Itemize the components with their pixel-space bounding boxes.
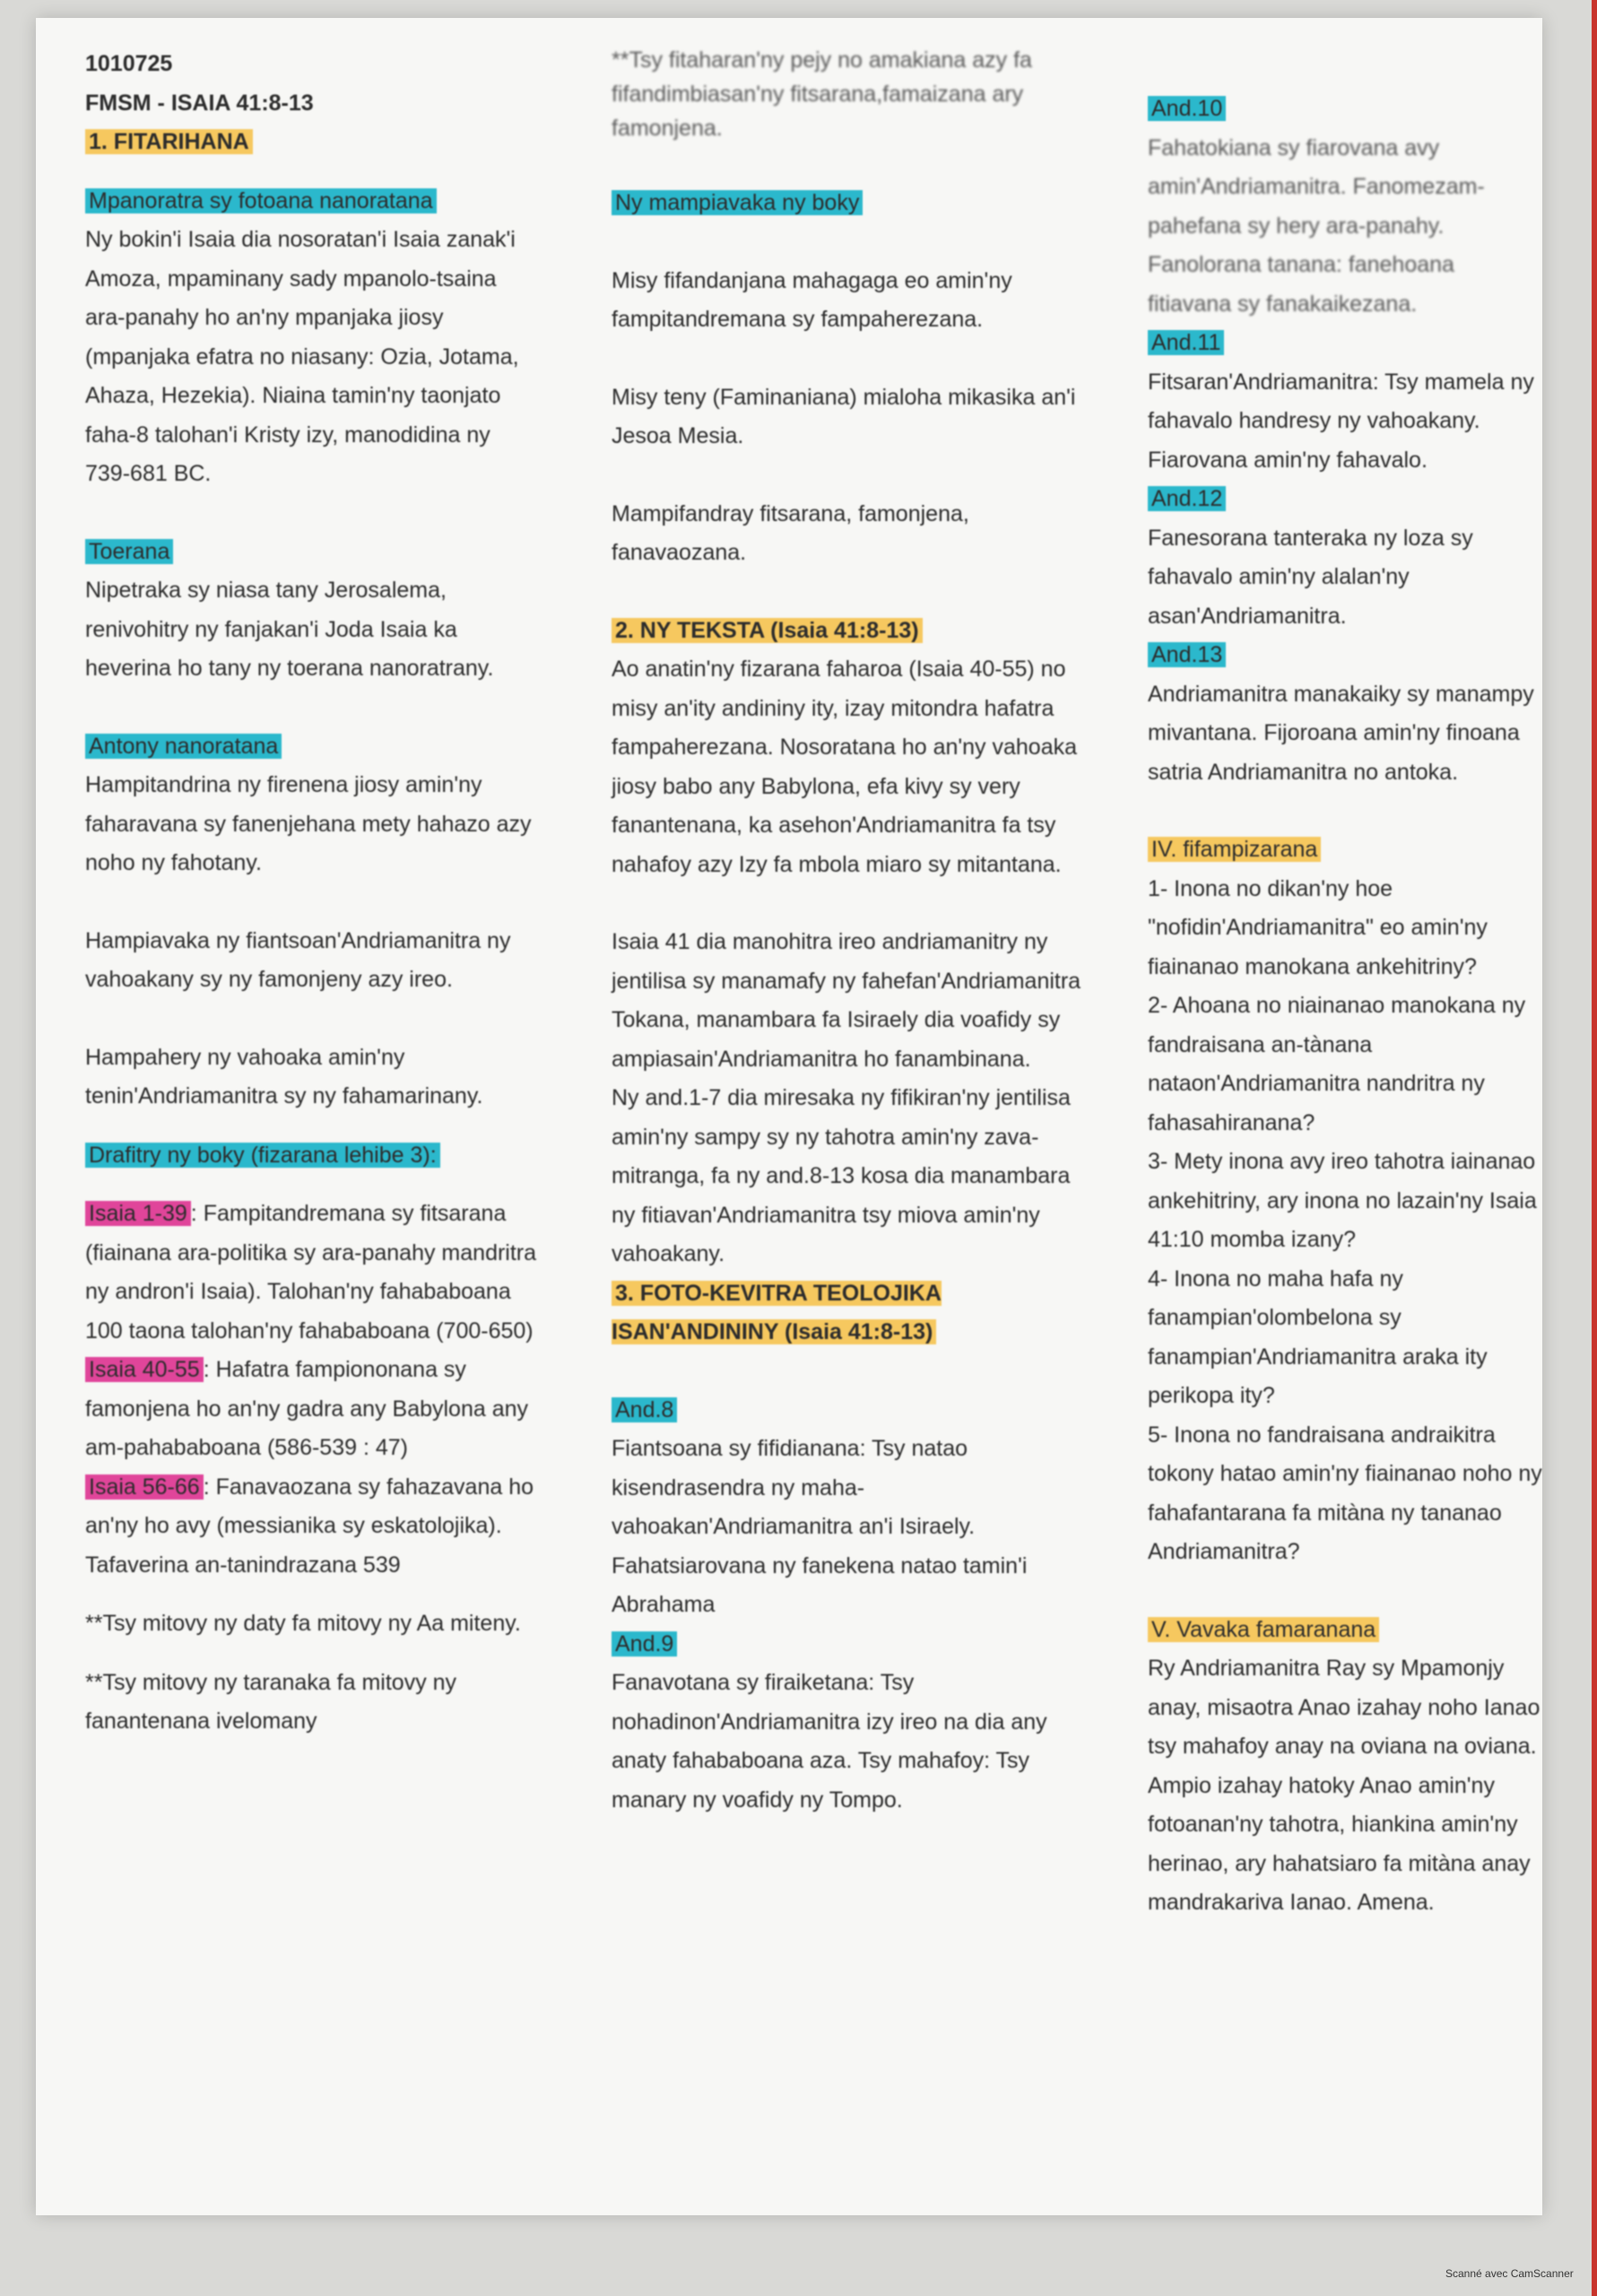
verse-8-text: Fiantsoana sy fifidianana: Tsy natao kisendrasendra ny maha-vahoakan'Andriamanitra an'i Isiraely. Fahatsiarovana ny fanekena natao tamin'i Abrahama [612, 1436, 1028, 1617]
scanner-watermark: Scanné avec CamScanner [1445, 2267, 1574, 2280]
purpose-paragraph-3: Hampahery ny vahoaka amin'ny tenin'Andriamanitra sy ny fahamarinany. [85, 1044, 483, 1109]
doc-reference: FMSM - ISAIA 41:8-13 [85, 90, 314, 116]
section-features-title: Ny mampiavaka ny boky [612, 184, 1082, 223]
verse-9-text: Fanavotana sy firaiketana: Tsy nohadinon'Andriamanitra izy ireo na dia any anaty fahababoana aza. Tsy mahafoy: Tsy manary ny voafidy ny Tompo. [612, 1670, 1047, 1813]
verse-13-tag: And.13 [1148, 636, 1542, 675]
outline-tag-1: Isaia 1-39 [85, 1201, 191, 1226]
column-3 [1148, 90, 1542, 1923]
outline-tag-2: Isaia 40-55 [85, 1357, 204, 1382]
outline-part-3: Isaia 56-66 : Fanavaozana sy fahazavana ho an'ny ho avy (messianika sy eskatolojika). Tafaverina an-tanindrazana 539 [85, 1474, 534, 1578]
closing-prayer: Ry Andriamanitra Ray sy Mpamonjy anay, misaotra Anao izahay noho Ianao tsy mahafoy anay na oviana na oviana. Ampio izahay hatoky Anao amin'ny fotoanan'ny tahotra, hiankina amin'ny herinao, ary hahatsiaro fa mitàna anay mandrakariva Ianao. Amena. [1148, 1656, 1541, 1915]
verse-9-tag: And.9 [612, 1625, 1082, 1665]
verse-13-text: Andriamanitra manakaiky sy manampy mivantana. Fijoroana amin'ny finoana satria Andriamanitra no antoka. [1148, 681, 1534, 785]
note-2: **Tsy mitovy ny taranaka fa mitovy ny fanantenana ivelomany [85, 1669, 457, 1734]
verse-11-tag: And.11 [1148, 324, 1542, 363]
verse-10-text: Fahatokiana sy fiarovana avy amin'Andriamanitra. Fanomezam-pahefana sy hery ara-panahy. Fanolorana tanana: fanehoana fitiavana sy fanakaikezana. [1148, 135, 1485, 317]
heading-discussion: IV. fifampizarana [1148, 831, 1542, 870]
verse-12-tag: And.12 [1148, 480, 1542, 519]
verse-10-tag: And.10 [1148, 90, 1542, 129]
section-outline-title: Drafitry ny boky (fizarana lehibe 3): [85, 1136, 538, 1176]
section-author-body: Ny bokin'i Isaia dia nosoratan'i Isaia zanak'i Amoza, mpaminany sady mpanolo-tsaina ara-panahy ho an'ny mpanjaka jiosy (mpanjaka efatra no niasany: Ozia, Jotama, Ahaza, Hezekia). Niaina tamin'ny taonjato faha-8 talohan'i Kristy izy, manodidina ny 739-681 BC. [85, 227, 519, 486]
scanned-page [36, 18, 1542, 2215]
question-1: 1- Inona no dikan'ny hoe "nofidin'Andriamanitra" eo amin'ny fiainanao manokana ankehitriny? [1148, 875, 1488, 979]
text-paragraph-3: Ny and.1-7 dia miresaka ny fifikiran'ny jentilisa amin'ny sampy sy ny tahotra amin'ny zava-mitranga, fa ny and.8-13 kosa dia manambara ny fitiavan'Andriamanitra tsy miova amin'ny vahoakany. [612, 1085, 1071, 1266]
section-purpose-title: Antony nanoratana [85, 727, 538, 767]
section-author-title: Mpanoratra sy fotoana nanoratana [85, 182, 538, 222]
column-2 [612, 43, 1082, 1820]
note-1: **Tsy mitovy ny daty fa mitovy ny Aa miteny. [85, 1611, 521, 1636]
text-paragraph-1: Ao anatin'ny fizarana faharoa (Isaia 40-55) no misy an'ity andininy ity, izay mitondra hafatra fampaherezana. Nosoratana ho an'ny vahoaka jiosy babo any Babylona, efa kivy sy very fanantenana, ka asehon'Andriamanitra fa tsy nahafoy azy Izy fa mbola miaro sy mitantana. [612, 657, 1078, 877]
outline-part-2: Isaia 40-55 : Hafatra fampiononana sy famonjena ho an'ny gadra any Babylona any am-pahababoana (586-539 : 47) [85, 1357, 529, 1460]
column-1 [85, 45, 538, 1742]
section-place-title: Toerana [85, 533, 538, 572]
question-2: 2- Ahoana no niainanao manokana ny fandraisana an-tànana nataon'Andriamanitra nandritra ny fahasahiranana? [1148, 993, 1526, 1135]
purpose-paragraph-2: Hampiavaka ny fiantsoan'Andriamanitra ny vahoakany sy ny famonjeny azy ireo. [85, 927, 511, 992]
feature-paragraph-3: Mampifandray fitsarana, famonjena, fanavaozana. [612, 500, 969, 565]
scan-edge [1592, 0, 1597, 2296]
purpose-paragraph-1: Hampitandrina ny firenena jiosy amin'ny faharavana sy fanenjehana mety hahazo azy noho ny fahotany. [85, 772, 532, 875]
feature-paragraph-2: Misy teny (Faminaniana) mialoha mikasika an'i Jesoa Mesia. [612, 384, 1076, 448]
feature-paragraph-1: Misy fifandanjana mahagaga eo amin'ny fampitandremana sy fampaherezana. [612, 267, 1012, 332]
heading-theology: 3. FOTO-KEVITRA TEOLOJIKA ISAN'ANDININY (Isaia 41:8-13) [612, 1280, 942, 1344]
doc-code: 1010725 [85, 51, 173, 76]
verse-12-text: Fanesorana tanteraka ny loza sy fahavalo amin'ny alalan'ny asan'Andriamanitra. [1148, 525, 1473, 629]
question-5: 5- Inona no fandraisana andraikitra tokony hatao amin'ny fiainanao noho ny fahafantarana fa mitàna ny tananao Andriamanitra? [1148, 1422, 1542, 1564]
heading-closing-prayer: V. Vavaka famaranana [1148, 1611, 1542, 1650]
question-4: 4- Inona no maha hafa ny fanampian'olombelona sy fanampian'Andriamanitra araka ity perikopa ity? [1148, 1265, 1488, 1408]
intro-note: **Tsy fitaharan'ny pejy no amakiana azy fa fifandimbiasan'ny fitsarana,famaizana ary famonjena. [612, 48, 1032, 141]
heading-text: 2. NY TEKSTA (Isaia 41:8-13) [612, 612, 1082, 651]
verse-8-tag: And.8 [612, 1391, 1082, 1431]
text-paragraph-2: Isaia 41 dia manohitra ireo andriamanitry ny jentilisa sy manamafy ny fahefan'Andriamanitra Tokana, manambara fa Isiraely dia voafidy sy ampiasain'Andriamanitra ho fanambinana. [612, 929, 1081, 1072]
verse-11-text: Fitsaran'Andriamanitra: Tsy mamela ny fahavalo handresy ny vahoakany. Fiarovana amin'ny fahavalo. [1148, 369, 1534, 473]
outline-tag-3: Isaia 56-66 [85, 1474, 204, 1500]
question-3: 3- Mety inona avy ireo tahotra iainanao ankehitriny, ary inona no lazain'ny Isaia 41:10 momba izany? [1148, 1149, 1537, 1252]
outline-part-1: Isaia 1-39 : Fampitandremana sy fitsarana (fiainana ara-politika sy ara-panahy mandritra ny andron'i Isaia). Talohan'ny fahababoana 100 taona talohan'ny fahababoana (700-650) [85, 1201, 537, 1344]
heading-fitarihana: 1. FITARIHANA [85, 123, 538, 162]
section-place-body: Nipetraka sy niasa tany Jerosalema, renivohitry ny fanjakan'i Joda Isaia ka heverina ho tany ny toerana nanoratrany. [85, 578, 494, 681]
